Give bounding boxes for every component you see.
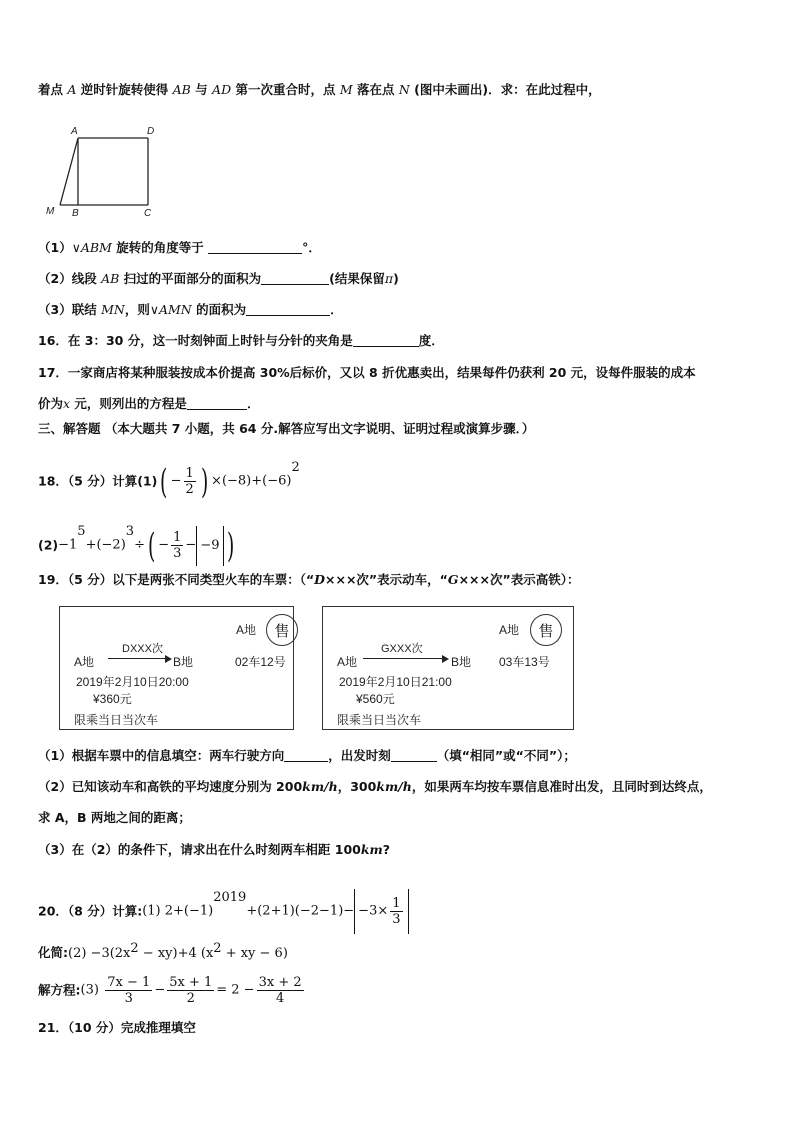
text: ×××次”表示高铁）： [458,572,580,587]
exponent: 3 [125,524,135,539]
q15-sub3 [38,302,343,318]
ticket-to: B地 [173,655,194,669]
denominator: 4 [275,991,285,1006]
geometry-figure [40,122,170,222]
text: ? [382,842,390,857]
text: 19．（5 分）以下是两张不同类型火车的车票：（“ [38,572,315,587]
ticket-datetime: 2019年2月10日21:00 [339,675,452,689]
expression: − xy)+4 (x [138,946,214,962]
direction-arrow-icon [363,658,447,659]
question-19-sub2-line2: 求 A，B 两地之间的距离； [38,810,191,825]
text: （2）线段 [38,271,102,286]
expression: (1) 2+(−1) [142,903,214,919]
var-N: N [398,82,410,97]
answer-blank[interactable] [187,397,247,410]
angle-ABM: ∨ABM [71,240,112,255]
expression: +(2+1)(−2−1)− [246,903,355,919]
text: （填“相同”或“不同”）； [436,748,576,763]
fraction [390,896,402,927]
text: ，则 [124,302,150,317]
paren-open: ( [160,461,168,502]
text: 18．（5 分）计算(1) [38,473,158,489]
text: ，如果两车均按车票信息准时出发，且同时到达终点， [411,779,712,794]
var-G: G [447,572,459,587]
text: 价为 [38,396,64,411]
question-18-part1 [38,450,300,500]
train-number: GXXX次 [381,643,423,655]
triangle-AMN: ∨AMN [149,302,192,317]
train-ticket-g [322,606,574,730]
ticket-from: A地 [74,655,95,669]
answer-blank[interactable] [284,749,328,762]
expression: = 2 − [216,982,255,998]
var-AD: AD [212,82,232,97]
question-19-sub3 [38,842,390,858]
answer-blank[interactable] [261,272,329,285]
paren-close: ) [226,525,234,566]
text: 的面积为 [191,302,247,317]
var-MN: MN [101,302,125,317]
question-19-sub1 [38,748,576,764]
question-21: 21．（10 分）完成推理填空 [38,1020,196,1035]
exponent: 2019 [213,890,247,905]
answer-blank[interactable] [353,334,419,347]
minus: − [185,537,197,553]
expression: −3× [358,903,389,919]
minus: − [158,537,170,553]
absolute-value: −9 [196,526,223,566]
numerator: 1 [185,466,194,481]
expression: ×(−8)+(−6) [211,473,292,489]
q15-sub1 [38,240,321,256]
train-ticket-d [59,606,294,730]
text: （2）已知该动车和高铁的平均速度分别为 200 [38,779,303,794]
exponent: 5 [77,524,86,539]
expression: +(−2) [85,537,126,553]
numerator: 7x − 1 [107,975,151,990]
q15-sub2 [38,271,399,287]
var-AB: AB [172,82,191,97]
var-x: x [63,396,71,411]
ticket-to: B地 [451,655,472,669]
section-3-heading: 三、解答题 （本大题共 7 小题，共 64 分.解答应写出文字说明、证明过程或演算步骤．） [38,421,535,436]
label-D: D [147,126,155,137]
answer-blank[interactable] [246,303,330,316]
text: (2) [38,537,59,553]
question-20-part1 [38,876,409,934]
text: 16．在 3：30 分，这一时刻钟面上时针与分针的夹角是 [38,333,353,348]
label-A: A [71,126,78,137]
unit: km/h [376,779,412,794]
text: 与 [190,82,213,97]
direction-arrow-icon [108,658,170,659]
ticket-price: ¥360元 [93,692,132,706]
paren-open: ( [147,525,156,566]
text: (结果保留 [329,271,385,286]
text: ×××次”表示动车，“ [325,572,448,587]
denominator: 3 [173,546,182,561]
answer-blank[interactable] [391,749,437,762]
denominator: 3 [124,991,133,1006]
denominator: 2 [185,482,194,497]
denominator: 2 [186,991,195,1006]
text: 度． [418,333,444,348]
text: 解方程: [38,982,81,998]
edge-AM [60,138,78,205]
text: (图中未画出)．求：在此过程中， [409,82,601,97]
text: 元，则列出的方程是 [70,396,187,411]
var-A: A [67,82,77,97]
sold-stamp-icon: 售 [266,614,298,646]
question-18-part2 [38,512,237,566]
fraction [171,530,183,561]
var-D: D [314,572,326,587]
exponent: 2 [213,941,222,956]
text: ，出发时刻 [328,748,391,763]
text: ，300 [337,779,377,794]
text: 着点 [38,82,68,97]
text: ) [393,271,399,286]
ticket-note: 限乘当日当次车 [337,713,422,727]
question-19-intro [38,572,579,588]
text: 20．（8 分）计算: [38,903,143,919]
unit: km/h [302,779,338,794]
ticket-note: 限乘当日当次车 [74,713,159,727]
numerator: 1 [392,896,401,912]
question-20-part2 [38,936,288,967]
label-M: M [46,206,55,217]
question-16 [38,333,444,349]
text: （3）联结 [38,302,102,317]
q15-intro [38,82,601,98]
expression: + xy − 6) [221,946,288,962]
ticket-datetime: 2019年2月10日20:00 [76,675,189,689]
text: 逆时针旋转使得 [76,82,173,97]
label-C: C [144,208,152,219]
absolute-value [354,889,408,934]
division-sign: ÷ [134,537,145,553]
minus: − [170,473,182,489]
fraction [167,975,214,1006]
ticket-station: A地 [499,623,520,637]
ticket-price: ¥560元 [356,692,395,706]
fraction [184,466,196,497]
fraction [105,975,152,1006]
var-M: M [339,82,353,97]
text: ． [246,396,260,411]
question-17-line1: 17．一家商店将某种服装按成本价提高 30%后标价，又以 8 折优惠卖出，结果每件仍获利 20 元，设每件服装的成本 [38,365,696,380]
label-B: B [72,208,79,219]
text: °． [302,240,321,255]
text: （1） [38,240,72,255]
paren-close: ) [200,461,209,502]
text: 扫过的平面部分的面积为 [119,271,262,286]
minus: − [154,982,166,998]
ticket-seat: 02车12号 [235,655,286,669]
numerator: 5x + 1 [169,975,213,990]
ticket-from: A地 [337,655,358,669]
expression: (2) −3(2x [68,946,131,962]
var-AB: AB [101,271,120,286]
exponent: 2 [130,941,139,956]
numerator: 1 [173,530,182,545]
denominator: 3 [392,912,401,928]
text: 旋转的角度等于 [111,240,209,255]
question-17-line2 [38,396,259,412]
answer-blank[interactable] [208,241,302,254]
exponent: 2 [291,460,300,475]
expression: −1 [58,537,78,553]
pi-symbol: π [384,271,394,286]
sold-stamp-icon: 售 [530,614,562,646]
text: ． [330,302,343,317]
text: 落在点 [352,82,399,97]
text: （3）在（2）的条件下，请求出在什么时刻两车相距 100 [38,842,361,857]
ticket-station: A地 [236,623,257,637]
expression: (3) [80,982,99,998]
train-number: DXXX次 [122,643,163,655]
numerator: 3x + 2 [258,975,302,990]
question-20-part3 [38,972,306,1009]
question-19-sub2-line1 [38,779,712,795]
text: （1）根据车票中的信息填空：两车行驶方向 [38,748,285,763]
unit: km [360,842,383,857]
text: 第一次重合时，点 [231,82,340,97]
fraction [257,975,304,1006]
text: 化简: [38,945,68,961]
ticket-seat: 03车13号 [499,655,550,669]
